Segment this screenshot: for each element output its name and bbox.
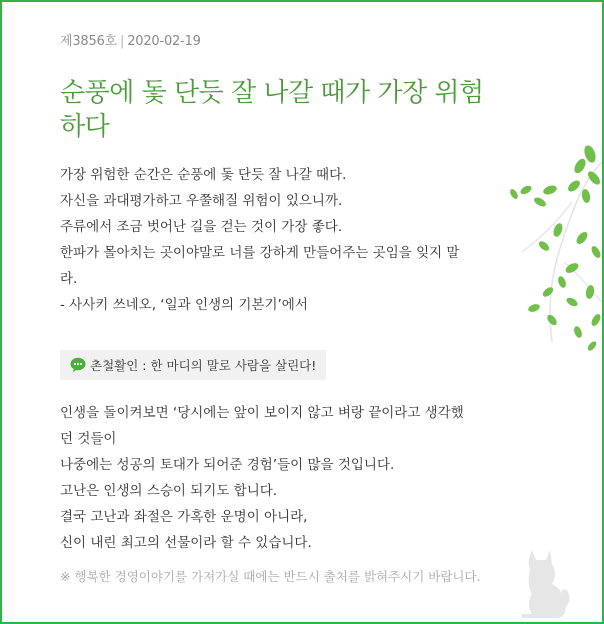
quote-line: 주류에서 조금 벗어난 길을 걷는 것이 가장 좋다. xyxy=(60,219,343,235)
meta-separator: | xyxy=(120,34,125,49)
commentary-line: 나중에는 성공의 토대가 되어준 경험’들이 많을 것입니다. xyxy=(60,457,395,473)
article-meta xyxy=(60,30,201,49)
quote-block xyxy=(60,162,510,318)
quote-line: 자신을 과대평가하고 우쭐해질 위험이 있으니까. xyxy=(60,193,343,209)
article-title: 순풍에 돛 단듯 잘 나갈 때가 가장 위험하다 xyxy=(60,78,484,142)
commentary-block xyxy=(60,400,505,556)
commentary-line: 신이 내린 최고의 선물이라 할 수 있습니다. xyxy=(60,535,312,551)
quote-line: 한파가 몰아치는 곳이야말로 너를 강하게 만들어주는 곳임을 잊지 말 xyxy=(60,245,460,261)
copyright-notice: ※ 행복한 경영이야기를 가져가실 때에는 반드시 출처를 밝혀주시기 바랍니다. xyxy=(60,569,481,584)
speech-bubble-icon xyxy=(70,357,86,373)
quote-source: - 사사키 쓰네오, ‘일과 인생의 기본기’에서 xyxy=(60,297,308,313)
quote-line: 가장 위험한 순간은 순풍에 돛 단듯 잘 나갈 때다. xyxy=(60,167,347,183)
article-date: 2020-02-19 xyxy=(127,34,201,49)
commentary-line: 고난은 인생의 스승이 되기도 합니다. xyxy=(60,483,278,499)
commentary-line: 던 것들이 xyxy=(60,431,117,447)
cat-silhouette-icon xyxy=(502,548,572,620)
leaf-branch-icon xyxy=(502,142,602,362)
quote-line: 라. xyxy=(60,271,78,287)
commentary-line: 결국 고난과 좌절은 가혹한 운명이 아니라, xyxy=(60,509,308,525)
motto-badge xyxy=(60,350,326,380)
issue-number: 제3856호 xyxy=(60,34,118,49)
commentary-line: 인생을 돌이켜보면 ‘당시에는 앞이 보이지 않고 벼랑 끝이라고 생각했 xyxy=(60,405,464,421)
motto-text: 촌철활인 : 한 마디의 말로 사람을 살린다! xyxy=(90,358,317,373)
